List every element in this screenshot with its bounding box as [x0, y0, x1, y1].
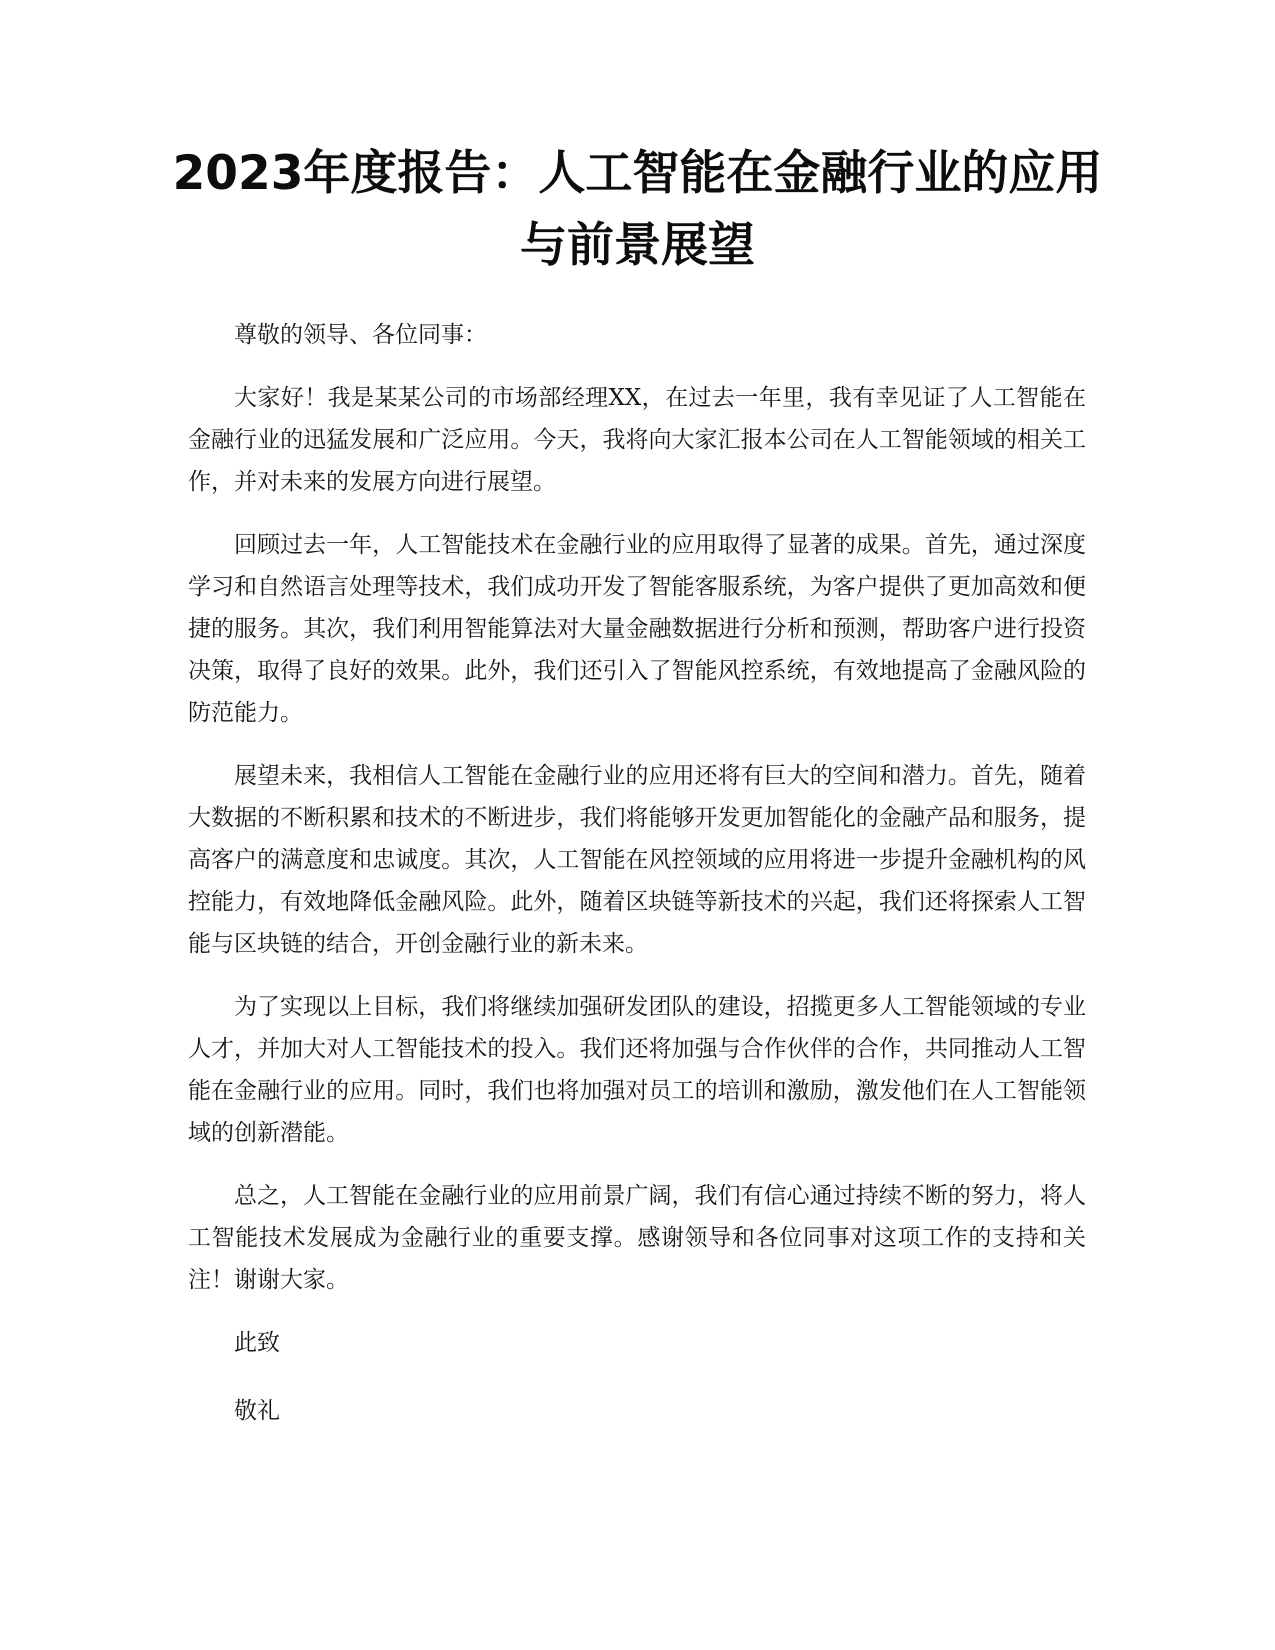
document-body	[188, 314, 1086, 1458]
closing-jingli: 敬礼	[234, 1398, 280, 1424]
paragraph-review: 回顾过去一年，人工智能技术在金融行业的应用取得了显著的成果。首先，通过深度学习和自然语言处理等技术，我们成功开发了智能客服系统，为客户提供了更加高效和便捷的服务。其次，我们利用智能算法对大量金融数据进行分析和预测，帮助客户进行投资决策，取得了良好的效果。此外，我们还引入了智能风控系统，有效地提高了金融风险的防范能力。	[188, 532, 1086, 726]
paragraph-plans: 为了实现以上目标，我们将继续加强研发团队的建设，招揽更多人工智能领域的专业人才，并加大对人工智能技术的投入。我们还将加强与合作伙伴的合作，共同推动人工智能在金融行业的应用。同时，我们也将加强对员工的培训和激励，激发他们在人工智能领域的创新潜能。	[188, 994, 1086, 1146]
paragraph-intro: 大家好！我是某某公司的市场部经理XX，在过去一年里，我有幸见证了人工智能在金融行业的迅猛发展和广泛应用。今天，我将向大家汇报本公司在人工智能领域的相关工作，并对未来的发展方向进行展望。	[188, 385, 1086, 495]
document-title: 2023年度报告：人工智能在金融行业的应用与前景展望	[172, 146, 1103, 273]
salutation: 尊敬的领导、各位同事：	[234, 322, 487, 348]
closing-cizhi: 此致	[234, 1330, 280, 1356]
paragraph-conclusion: 总之，人工智能在金融行业的应用前景广阔，我们有信心通过持续不断的努力，将人工智能技术发展成为金融行业的重要支撑。感谢领导和各位同事对这项工作的支持和关注！谢谢大家。	[188, 1183, 1086, 1293]
paragraph-outlook: 展望未来，我相信人工智能在金融行业的应用还将有巨大的空间和潜力。首先，随着大数据的不断积累和技术的不断进步，我们将能够开发更加智能化的金融产品和服务，提高客户的满意度和忠诚度。其次，人工智能在风控领域的应用将进一步提升金融机构的风控能力，有效地降低金融风险。此外，随着区块链等新技术的兴起，我们还将探索人工智能与区块链的结合，开创金融行业的新未来。	[188, 763, 1086, 957]
